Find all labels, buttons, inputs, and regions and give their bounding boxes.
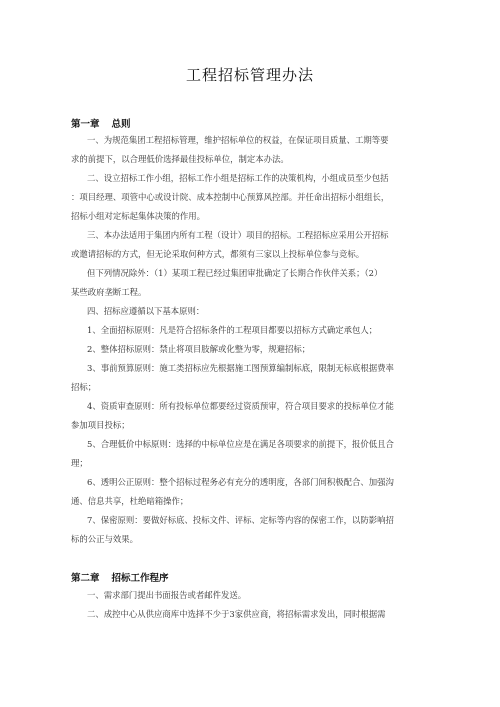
paragraph-line: 5、合理低价中标原则：选择的中标单位应是在满足各项要求的前提下，报价低且合 <box>87 439 394 449</box>
paragraph-line: 一、为规范集团工程招标管理，维护招标单位的权益，在保证项目质量、工期等要 <box>87 135 389 145</box>
paragraph-line: 7、保密原则：要做好标底、投标文件、评标、定标等内容的保密工作，以防影响招 <box>87 515 394 525</box>
chapter-heading <box>71 570 169 584</box>
paragraph-continuation: 某些政府垄断工程。 <box>71 287 147 297</box>
paragraph-line: 1、全面招标原则：凡是符合招标条件的工程项目都要以招标方式确定承包人； <box>87 325 378 335</box>
paragraph-line: 但下列情况除外：（1）某项工程已经过集团审批确定了长期合作伙伴关系；（2） <box>87 268 383 278</box>
document-title: 工程招标管理办法 <box>185 66 314 84</box>
paragraph-continuation: 参加项目投标； <box>71 420 130 430</box>
paragraph-continuation: ：项目经理、项管中心或设计院、成本控制中心预算风控部。并任命出招标小组组长， <box>71 192 390 202</box>
chapter-heading <box>71 116 131 130</box>
paragraph-line: 3、事前预算原则：施工类招标应先根据施工图预算编制标底，限制无标底根据费率 <box>87 363 394 373</box>
paragraph-line: 二、成控中心从供应商库中选择不少于3家供应商，将招标需求发出，同时根据需 <box>87 609 386 619</box>
paragraph-continuation: 理； <box>71 458 88 468</box>
paragraph-continuation: 招标； <box>71 382 97 392</box>
paragraph-continuation: 通、信息共享，杜绝暗箱操作； <box>71 496 189 506</box>
paragraph-continuation: 标的公正与效果。 <box>71 534 138 544</box>
paragraph-line: 2、整体招标原则：禁止将项目肢解或化整为零，规避招标； <box>87 344 311 354</box>
chapter-name: 总则 <box>111 119 131 130</box>
paragraph-line: 4、资质审查原则：所有投标单位都要经过资质预审，符合项目要求的投标单位才能 <box>87 401 394 411</box>
paragraph-line: 二、设立招标工作小组，招标工作小组是招标工作的决策机构，小组成员至少包括 <box>87 173 389 183</box>
chapter-number: 第一章 <box>71 119 100 130</box>
paragraph-continuation: 求的前提下，以合理低价选择最佳投标单位，制定本办法。 <box>71 154 289 164</box>
paragraph-line: 三、本办法适用于集团内所有工程（设计）项目的招标。工程招标应采用公开招标 <box>87 230 389 240</box>
chapter-text <box>71 131 447 549</box>
paragraph-continuation: 或邀请招标的方式，但无论采取何种方式，都须有三家以上投标单位参与竞标。 <box>71 249 365 259</box>
chapter-name: 招标工作程序 <box>111 573 169 584</box>
chapter-number: 第二章 <box>71 573 100 584</box>
paragraph-continuation: 招标小组对定标起集体决策的作用。 <box>71 211 205 221</box>
chapter-text <box>87 586 447 624</box>
paragraph-line: 一、需求部门提出书面报告或者邮件发送。 <box>87 590 247 600</box>
paragraph-line: 6、透明公正原则：整个招标过程务必有充分的透明度，各部门间积极配合、加强沟 <box>87 477 394 487</box>
paragraph-line: 四、招标应遵循以下基本原则： <box>87 306 205 316</box>
